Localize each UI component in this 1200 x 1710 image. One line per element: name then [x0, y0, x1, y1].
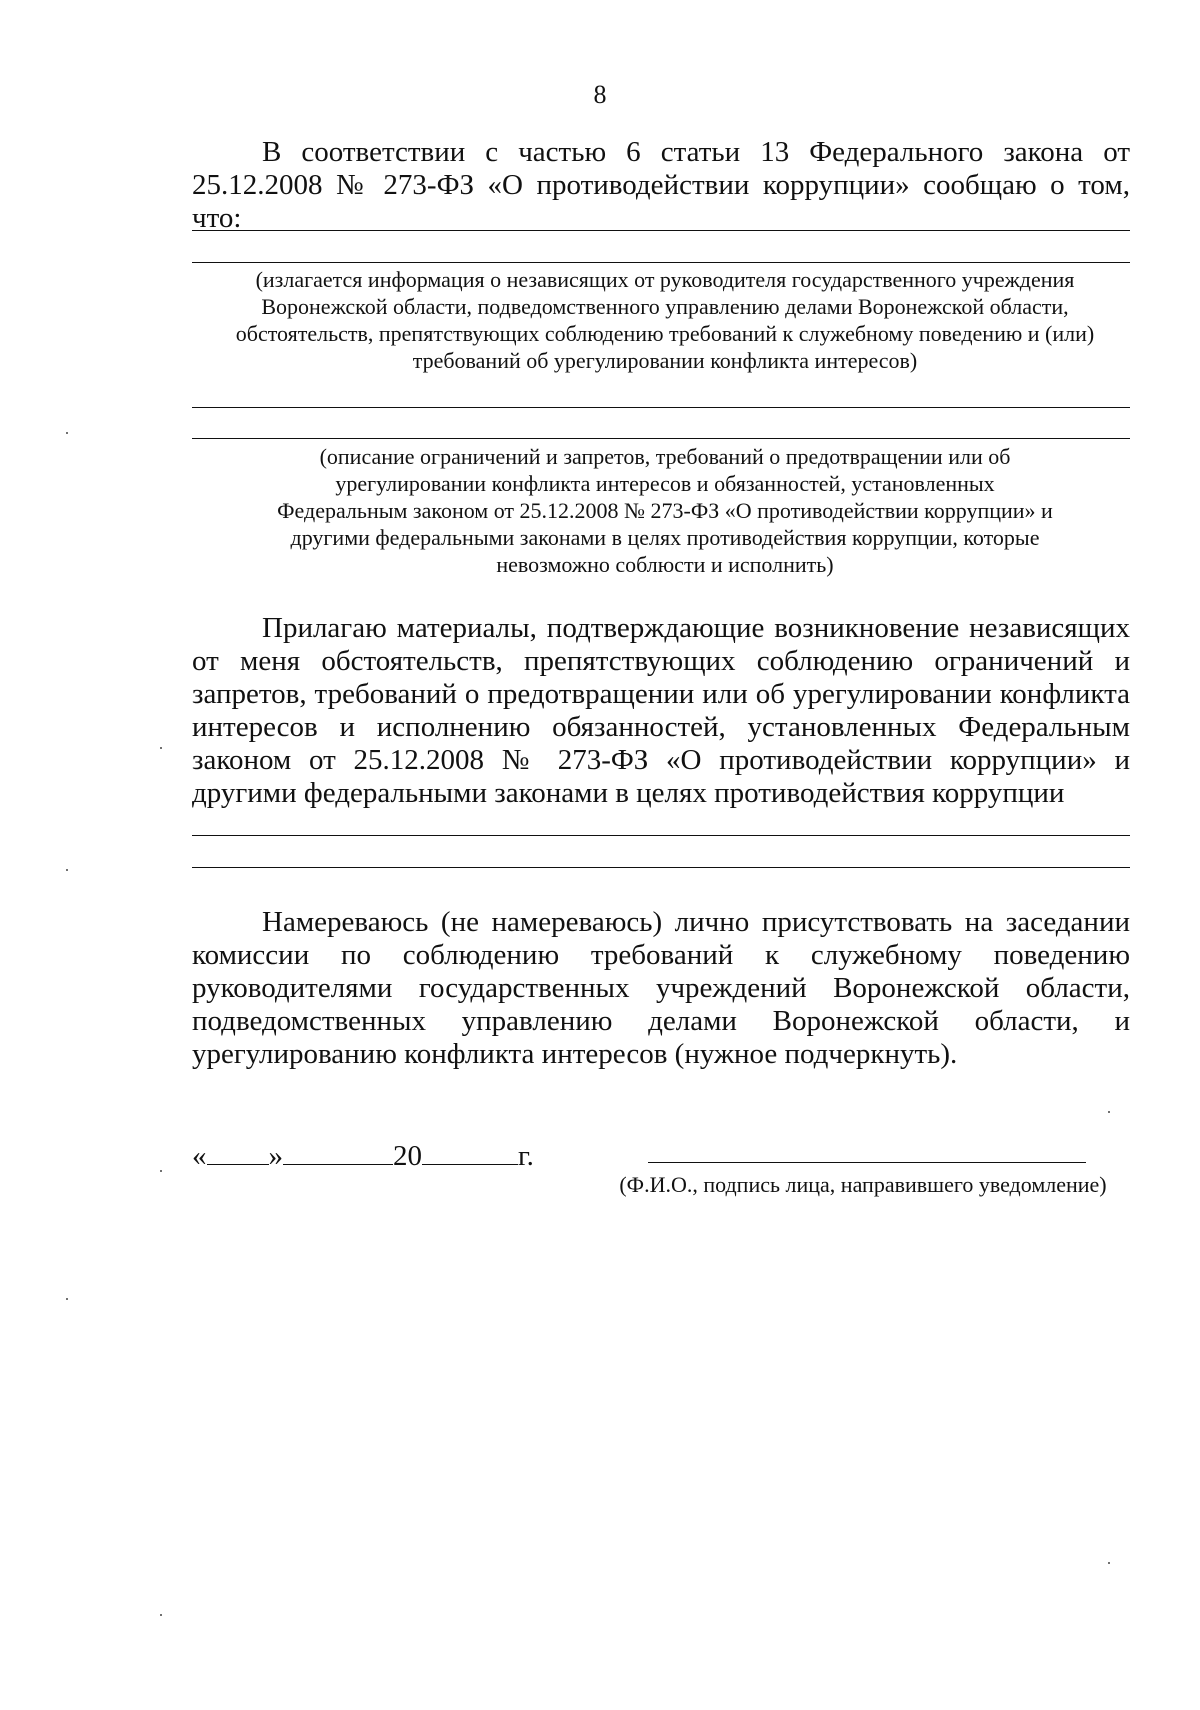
month-blank — [283, 1140, 393, 1165]
intent-block — [192, 906, 1130, 1071]
attachments-block — [192, 612, 1130, 810]
intent-paragraph: Намереваюсь (не намереваюсь) лично присутствовать на заседании комиссии по соблюдению требований к служебному поведению руководителями государственных учреждений Воронежской области, подведомственных управлению делами Воронежской области, и урегулированию конфликта интересов (нужное подчеркнуть). — [192, 906, 1130, 1070]
note-circumstances: (излагается информация о независящих от руководителя государственного учреждения Воронежской области, подведомственного управлению делами Воронежской области, обстоятельств, препятствующих соблюдению требований к служебному поведению и (или) требований об урегулировании конфликта интересов) — [235, 267, 1095, 373]
scan-speck — [160, 1170, 162, 1172]
year-blank — [422, 1140, 518, 1165]
fill-line-6 — [192, 867, 1130, 868]
scan-speck — [66, 1298, 68, 1300]
page-number: 8 — [593, 80, 607, 109]
signature-caption: (Ф.И.О., подпись лица, направившего уведомление) — [619, 1172, 1107, 1197]
fill-line-2 — [192, 262, 1130, 263]
scan-speck — [1108, 1562, 1110, 1564]
intro-paragraph: В соответствии с частью 6 статьи 13 Федерального закона от 25.12.2008 № 273-ФЗ «О противодействии коррупции» сообщаю о том, что: — [192, 136, 1130, 234]
scan-speck — [160, 1614, 162, 1616]
day-blank — [207, 1140, 269, 1165]
signature-line — [648, 1162, 1086, 1163]
scan-speck — [66, 869, 68, 871]
date-open-quote: « — [192, 1140, 207, 1172]
fill-line-1 — [192, 230, 1130, 231]
scan-speck — [1108, 1111, 1110, 1113]
attachments-paragraph: Прилагаю материалы, подтверждающие возникновение независящих от меня обстоятельств, препятствующих соблюдению ограничений и запретов, требований о предотвращении или об урегулировании конфликта интересов и исполнению обязанностей, установленных Федеральным законом от 25.12.2008 № 273-ФЗ «О противодействии коррупции» и другими федеральными законами в целях противодействия коррупции — [192, 612, 1130, 809]
scan-speck — [66, 432, 68, 434]
date-close-quote: » — [268, 1140, 283, 1172]
intro-block — [192, 136, 1130, 235]
note-restrictions: (описание ограничений и запретов, требований о предотвращении или об урегулировании конфликта интересов и обязанностей, установленных Федеральным законом от 25.12.2008 № 273-ФЗ «О противодействии коррупции» и другими федеральными законами в целях противодействия коррупции, которые невозможно соблюсти и исполнить) — [277, 444, 1053, 577]
scan-speck — [160, 747, 162, 749]
year-suffix: г. — [518, 1140, 534, 1172]
fill-line-4 — [192, 438, 1130, 439]
date-line — [192, 1140, 534, 1173]
fill-line-5 — [192, 835, 1130, 836]
fill-line-3 — [192, 407, 1130, 408]
year-prefix: 20 — [393, 1140, 422, 1172]
